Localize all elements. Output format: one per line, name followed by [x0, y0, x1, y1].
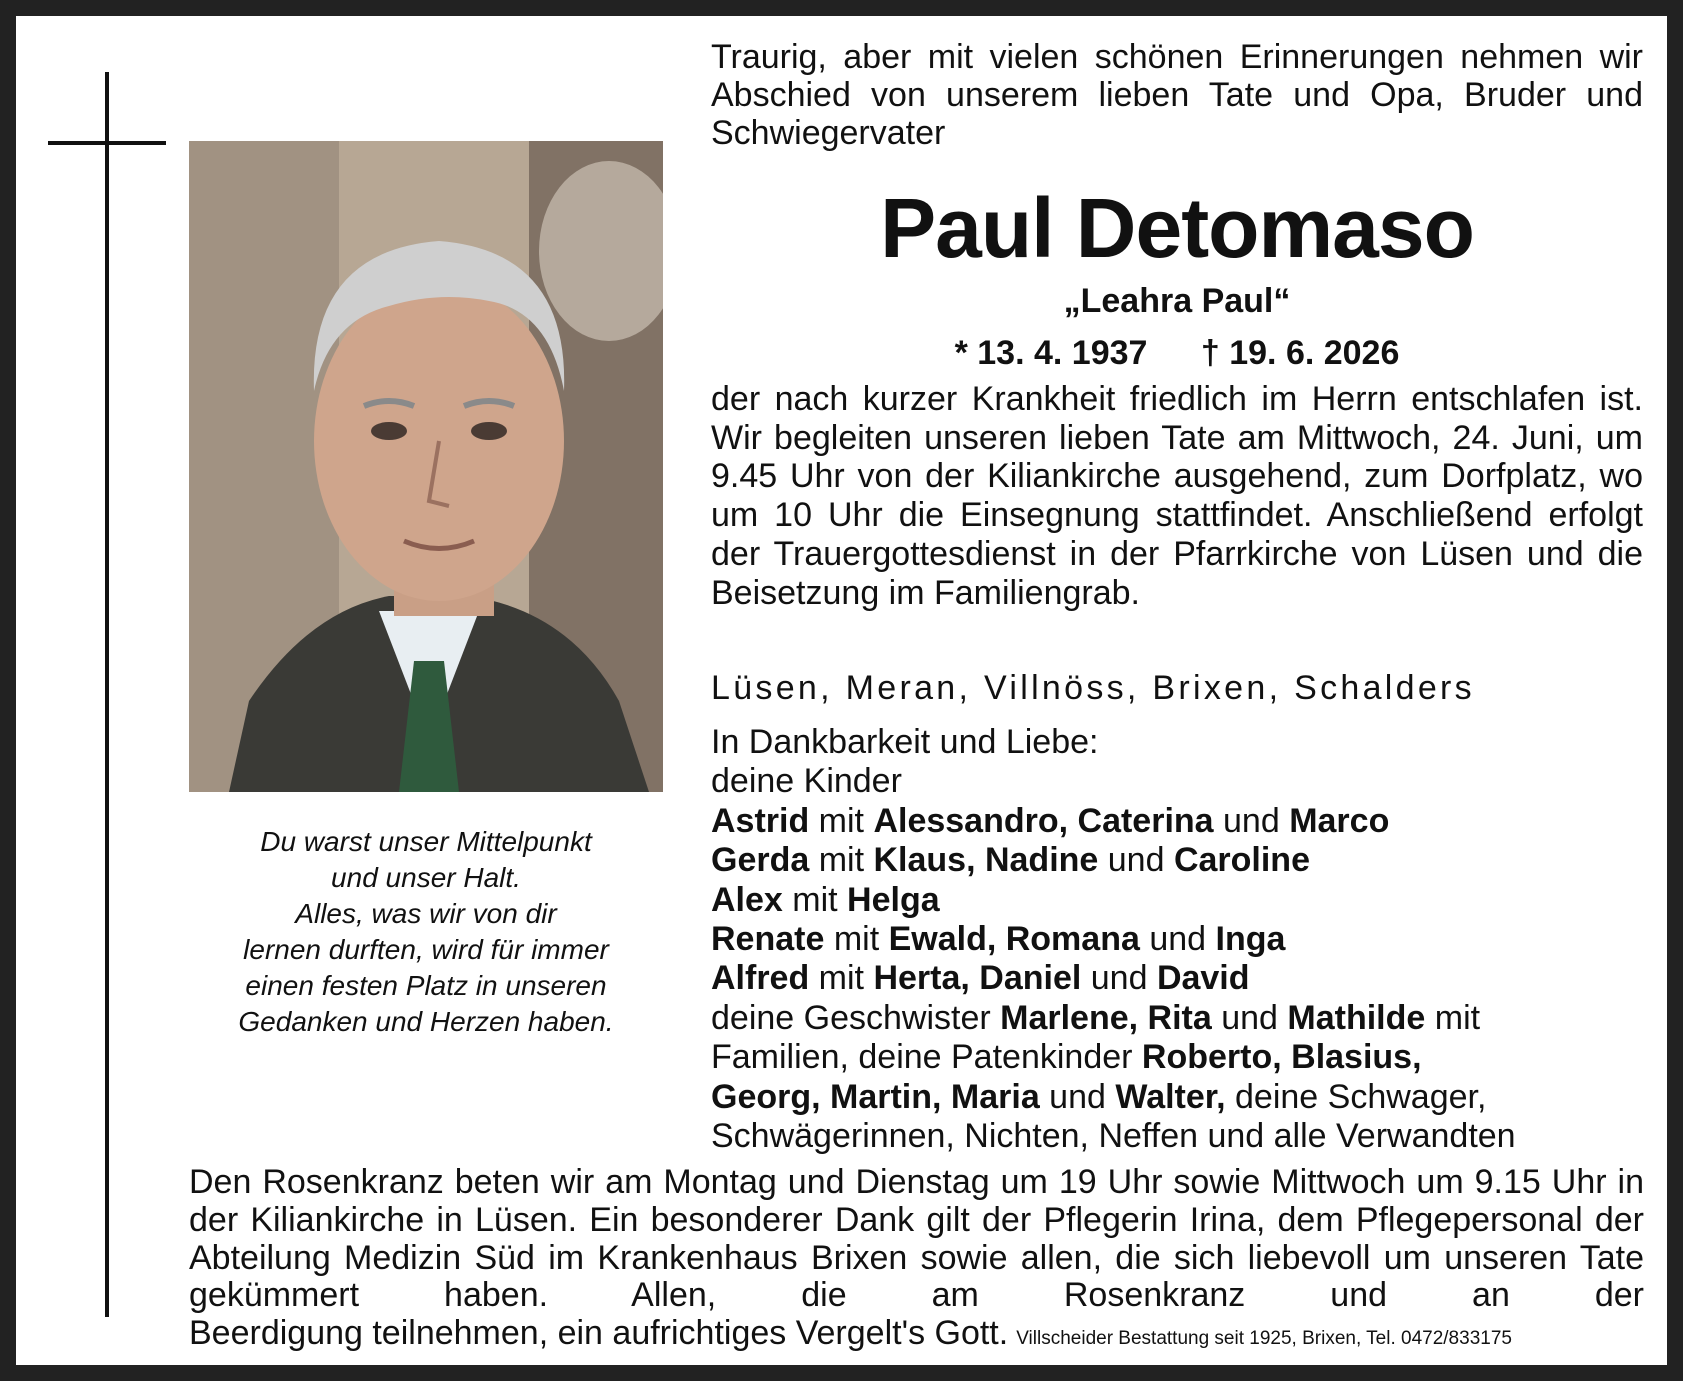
- family-connector: deine Geschwister: [711, 998, 1001, 1037]
- family-connector: mit: [782, 880, 848, 919]
- quote-line: und unser Halt.: [331, 862, 521, 893]
- family-lines: [711, 802, 1643, 1157]
- family-connector: und: [1211, 998, 1288, 1037]
- family-name: Gerda: [711, 841, 810, 880]
- family-name: Inga: [1215, 920, 1286, 959]
- thanks-line: In Dankbarkeit und Liebe:: [711, 723, 1099, 761]
- family-line: [711, 959, 1643, 998]
- family-connector: mit: [809, 959, 874, 998]
- intro-text: Traurig, aber mit vielen schönen Erinnerungen nehmen wir Abschied von unserem lieben Tate und Opa, Bruder und Schwiegervater: [711, 38, 1643, 152]
- family-connector: und: [1081, 959, 1157, 998]
- family-connector: Familien, deine Patenkinder: [711, 1038, 1142, 1077]
- life-dates: [711, 334, 1643, 373]
- family-name: Alessandro, Caterina: [873, 801, 1214, 840]
- family-name: Helga: [847, 880, 940, 919]
- undertaker-info: Villscheider Bestattung seit 1925, Brixen, Tel. 0472/833175: [1016, 1328, 1512, 1350]
- closing-last-text: Beerdigung teilnehmen, ein aufrichtiges Vergelt's Gott.: [189, 1314, 1009, 1353]
- family-name: Astrid: [711, 801, 810, 840]
- children-label: deine Kinder: [711, 762, 902, 801]
- family-connector: mit: [809, 801, 874, 840]
- quote-line: Du warst unser Mittelpunkt: [260, 826, 592, 857]
- family-line: [711, 920, 1643, 959]
- closing-paragraph: Den Rosenkranz beten wir am Montag und Dienstag um 19 Uhr sowie Mittwoch um 9.15 Uhr in der Kiliankirche in Lüsen. Ein besonderer Dank gilt der Pflegerin Irina, dem Pflegepersonal der Abteilung Medizin Süd im Krankenhaus Brixen sowie allen, die sich liebevoll um unseren Tate gekümmert haben. Allen, die am Rosenkranz und an der: [189, 1163, 1644, 1315]
- family-name: Klaus, Nadine: [873, 841, 1099, 880]
- cross-icon-vertical: [105, 72, 109, 1317]
- family-line: [711, 1078, 1643, 1117]
- family-name: Alfred: [711, 959, 810, 998]
- family-line: [711, 1038, 1643, 1077]
- family-line: [711, 802, 1643, 841]
- family-connector: mit: [1425, 998, 1481, 1037]
- quote-line: Gedanken und Herzen haben.: [238, 1006, 614, 1037]
- places-line: Lüsen, Meran, Villnöss, Brixen, Schalders: [711, 669, 1475, 707]
- family-connector: und: [1039, 1077, 1116, 1116]
- memorial-quote: [189, 824, 663, 1040]
- family-name: David: [1156, 959, 1250, 998]
- family-connector: mit: [824, 920, 889, 959]
- family-name: Marco: [1289, 801, 1390, 840]
- cross-icon-horizontal: [48, 141, 166, 145]
- deceased-name: Paul Detomaso: [880, 181, 1474, 275]
- family-name: Roberto, Blasius,: [1141, 1038, 1422, 1077]
- family-name: Caroline: [1173, 841, 1310, 880]
- quote-line: einen festen Platz in unseren: [245, 970, 607, 1001]
- closing-last-line: [189, 1315, 1644, 1358]
- nickname: „Leahra Paul“: [1063, 282, 1291, 320]
- family-name: Herta, Daniel: [873, 959, 1082, 998]
- death-date: † 19. 6. 2026: [1200, 334, 1400, 372]
- family-name: Walter,: [1115, 1077, 1226, 1116]
- family-line: [711, 999, 1643, 1038]
- funeral-details: der nach kurzer Krankheit friedlich im Herrn entschlafen ist. Wir begleiten unseren lieben Tate am Mittwoch, 24. Juni, um 9.45 Uhr von der Kiliankirche ausgehend, zum Dorfplatz, wo um 10 Uhr die Einsegnung stattfindet. Anschließend erfolgt der Trauergottesdienst in der Pfarrkirche von Lüsen und die Beisetzung im Familiengrab.: [711, 380, 1643, 612]
- family-line: [711, 881, 1643, 920]
- family-name: Renate: [711, 920, 825, 959]
- family-name: Ewald, Romana: [888, 920, 1140, 959]
- quote-line: lernen durften, wird für immer: [243, 934, 609, 965]
- family-connector: und: [1139, 920, 1216, 959]
- closing-text: [189, 1164, 1644, 1358]
- family-connector: und: [1098, 841, 1174, 880]
- family-name: Alex: [711, 880, 783, 919]
- family-list: [711, 723, 1643, 1156]
- family-name: Marlene, Rita: [1000, 998, 1212, 1037]
- portrait-photo: [189, 141, 663, 792]
- family-line: [711, 1117, 1643, 1156]
- family-connector: mit: [809, 841, 874, 880]
- family-name: Georg, Martin, Maria: [711, 1077, 1040, 1116]
- family-connector: deine Schwager,: [1225, 1077, 1487, 1116]
- family-line: [711, 841, 1643, 880]
- family-connector: Schwägerinnen, Nichten, Neffen und alle Verwandten: [711, 1117, 1516, 1156]
- family-name: Mathilde: [1287, 998, 1426, 1037]
- family-connector: und: [1213, 801, 1290, 840]
- birth-date: * 13. 4. 1937: [954, 334, 1148, 372]
- quote-line: Alles, was wir von dir: [295, 898, 557, 929]
